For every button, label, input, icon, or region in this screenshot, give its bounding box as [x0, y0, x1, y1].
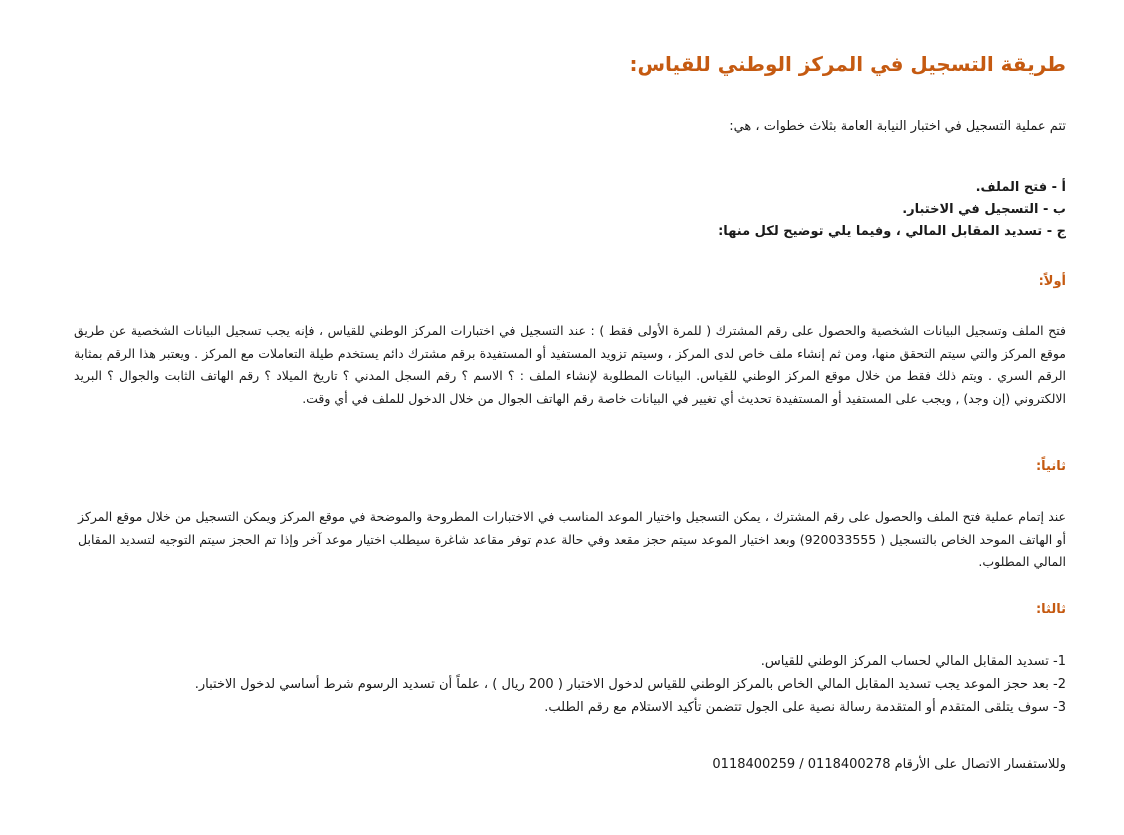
steps-list — [58, 177, 1066, 243]
list-item: 2- بعد حجز الموعد يجب تسديد المقابل المالي الخاص بالمركز الوطني للقياس لدخول الاختبار ( 200 ريال ) ، علماً أن تسديد الرسوم شرط أساسي لدخول الاختبار. — [194, 677, 1066, 692]
payment-steps-list — [58, 650, 1066, 719]
list-item: 1- تسديد المقابل المالي لحساب المركز الوطني للقياس. — [760, 654, 1066, 669]
document-title: طريقة التسجيل في المركز الوطني للقياس: — [629, 52, 1066, 76]
step-item: ب - التسجيل في الاختبار. — [902, 202, 1066, 217]
section-second-text: عند إتمام عملية فتح الملف والحصول على رقم المشترك ، يمكن التسجيل واختيار الموعد المناسب في الاختبارات المطروحة والموضحة في موقع المركز ويمكن التسجيل من خلال موقع المركز أو الهاتف الموحد الخاص بالتسجيل ( 920033555) وبعد اختيار الموعد سيتم حجز مقعد وفي حالة عدم توفر مقاعد شاغرة سيطلب اختيار موعد آخر وإذا تم الحجز سيتم التوجيه لتسديد المقابل المالي المطلوب. — [78, 509, 1066, 569]
section-heading-first: أولاً: — [1038, 274, 1066, 289]
section-heading-third: ثالثا: — [1035, 602, 1066, 617]
section-heading-second: ثانياً: — [1035, 459, 1066, 474]
step-item: ج - تسديد المقابل المالي ، وفيما يلي توضيح لكل منها: — [718, 224, 1066, 239]
list-item: 3- سوف يتلقى المتقدم أو المتقدمة رسالة نصية على الجول تتضمن تأكيد الاستلام مع رقم الطلب. — [544, 700, 1066, 715]
step-item: أ - فتح الملف. — [975, 180, 1066, 195]
intro-text: تتم عملية التسجيل في اختبار النيابة العامة بثلاث خطوات ، هي: — [729, 119, 1066, 134]
section-first-text: فتح الملف وتسجيل البيانات الشخصية والحصول على رقم المشترك ( للمرة الأولى فقط ) : عند التسجيل في اختبارات المركز الوطني للقياس ، فإنه يجب تسجيل البيانات الشخصية عن طريق موقع المركز والتي سيتم التحقق منها، ومن ثم إنشاء ملف خاص لدى المركز ، وسيتم تزويد المستفيد أو المستفيدة برقم مشترك دائم يستخدم طيلة التعاملات مع المركز . ويعتبر هذا الرقم بمثابة الرقم السري . ويتم ذلك فقط من خلال موقع المركز الوطني للقياس. البيانات المطلوبة لإنشاء الملف : ؟ الاسم ؟ رقم السجل المدني ؟ تاريخ الميلاد ؟ رقم الهاتف الثابت والجوال ؟ البريد الالكتروني (إن وجد) , ويجب على المستفيد أو المستفيدة تحديث أي تغيير في البيانات خاصة رقم الهاتف الجوال من خلال الدخول للملف في أي وقت. — [74, 323, 1066, 406]
contact-line: وللاستفسار الاتصال على الأرقام 0118400278 / 0118400259 — [712, 757, 1066, 772]
